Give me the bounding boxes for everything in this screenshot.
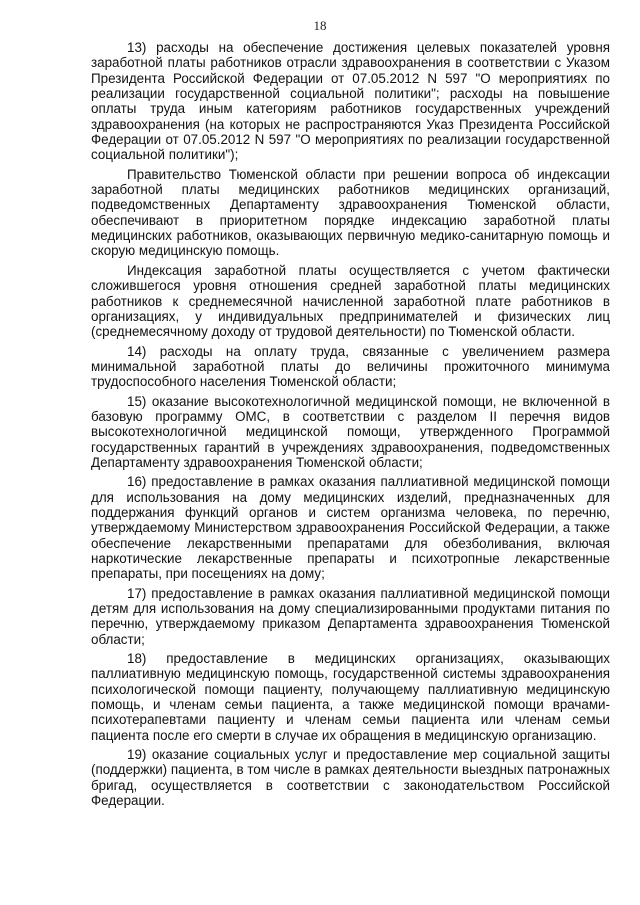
- paragraph-item-18: 18) предоставление в медицинских организациях, оказывающих паллиативную медицинскую помощь, государственной системы здравоохранения психологической помощи пациенту, получающему паллиативную медицинскую помощь, и членам семьи пациента, а также медицинской помощи врачами-психотерапевтами пациенту и членам семьи пациента или членам семьи пациента после его смерти в случае их обращения в медицинскую организацию.: [91, 651, 610, 743]
- paragraph-item-13: 13) расходы на обеспечение достижения целевых показателей уровня заработной платы работников отрасли здравоохранения в соответствии с Указом Президента Российской Федерации от 07.05.2012 N 597 "О мероприятиях по реализации государственной социальной политики"; расходы на повышение оплаты труда иным категориям работников государственных учреждений здравоохранения (на которых не распространяются Указ Президента Российской Федерации от 07.05.2012 N 597 "О мероприятиях по реализации государственной социальной политики");: [91, 40, 610, 163]
- paragraph-item-16: 16) предоставление в рамках оказания паллиативной медицинской помощи для использования на дому медицинских изделий, предназначенных для поддержания функций органов и систем организма человека, по перечню, утверждаемому Министерством здравоохранения Российской Федерации, а также обеспечение лекарственными препаратами для обезболивания, включая наркотические лекарственные препараты и психотропные лекарственные препараты, при посещениях на дому;: [91, 474, 610, 582]
- paragraph-item-15: 15) оказание высокотехнологичной медицинской помощи, не включенной в базовую программу ОМС, в соответствии с разделом II перечня видов высокотехнологичной медицинской помощи, утвержденного Программой государственных гарантий в учреждениях здравоохранения, подведомственных Департаменту здравоохранения Тюменской области;: [91, 393, 610, 470]
- document-body: [91, 40, 610, 813]
- paragraph-item-19: 19) оказание социальных услуг и предоставление мер социальной защиты (поддержки) пациента, в том числе в рамках деятельности выездных патронажных бригад, осуществляется в соответствии с законодательством Российской Федерации.: [91, 747, 610, 809]
- page-number: 18: [313, 18, 327, 33]
- paragraph-indexation-government: Правительство Тюменской области при решении вопроса об индексации заработной платы медицинских работников медицинских организаций, подведомственных Департаменту здравоохранения Тюменской области, обеспечивают в приоритетном порядке индексацию заработной платы медицинских работников, оказывающих первичную медико-санитарную помощь и скорую медицинскую помощь.: [91, 166, 610, 259]
- paragraph-indexation-salary: Индексация заработной платы осуществляется с учетом фактически сложившегося уровня отношения средней заработной платы медицинских работников к среднемесячной начисленной заработной плате работников в организациях, у индивидуальных предпринимателей и физических лиц (среднемесячному доходу от трудовой деятельности) по Тюменской области.: [91, 262, 610, 340]
- paragraph-item-17: 17) предоставление в рамках оказания паллиативной медицинской помощи детям для использования на дому специализированными продуктами питания по перечню, утверждаемому приказом Департамента здравоохранения Тюменской области;: [91, 585, 610, 647]
- paragraph-item-14: 14) расходы на оплату труда, связанные с увеличением размера минимальной заработной платы до величины прожиточного минимума трудоспособного населения Тюменской области;: [91, 343, 610, 390]
